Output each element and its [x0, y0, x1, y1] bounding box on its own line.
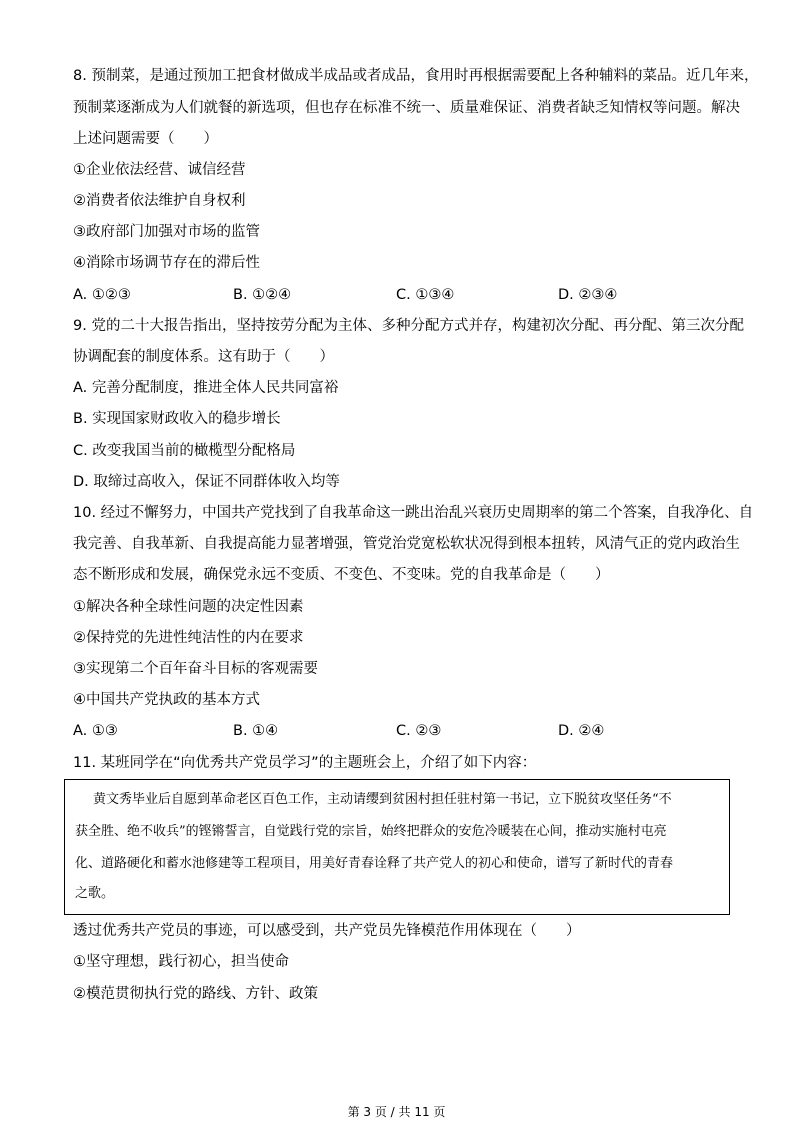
q10-option-d[interactable]: D. ②④ — [558, 723, 605, 739]
q10-item-3: ③实现第二个百年奋斗目标的客观需要 — [73, 661, 318, 677]
q10-item-2: ②保持党的先进性纯洁性的内在要求 — [73, 630, 304, 646]
q9-option-d[interactable]: D. 取缔过高收入，保证不同群体收入均等 — [73, 474, 340, 490]
q10-option-a[interactable]: A. ①③ — [73, 723, 118, 739]
q11-stem: 透过优秀共产党员的事迹，可以感受到，共产党员先锋模范作用体现在（ ） — [73, 923, 581, 939]
page-footer: 第 3 页 / 共 11 页 — [347, 1105, 446, 1119]
q8-option-c[interactable]: C. ①③④ — [396, 287, 455, 303]
q8-item-2: ②消费者依法维护自身权利 — [73, 193, 246, 209]
q8-item-3: ③政府部门加强对市场的监管 — [73, 224, 260, 240]
q8-stem-line-2: 预制菜逐渐成为人们就餐的新选项，但也存在标准不统一、质量难保证、消费者缺乏知情权等问题。解决 — [73, 100, 740, 116]
quote-line-1: 黄文秀毕业后自愿到革命老区百色工作，主动请缨到贫困村担任驻村第一书记，立下脱贫攻坚任务“不 — [93, 792, 672, 807]
q10-stem-line-3: 态不断形成和发展，确保党永远不变质、不变色、不变味。党的自我革命是（ ） — [73, 567, 610, 583]
q8-options — [73, 285, 723, 305]
q11-item-2: ②模范贯彻执行党的路线、方针、政策 — [73, 986, 318, 1002]
q8-option-d[interactable]: D. ②③④ — [558, 287, 618, 303]
quote-line-3: 化、道路硬化和蓄水池修建等工程项目，用美好青春诠释了共产党人的初心和使命，谱写了新时代的青春 — [75, 856, 674, 871]
q8-stem-line-1: 8. 预制菜，是通过预加工把食材做成半成品或者成品，食用时再根据需要配上各种辅料的菜品。近几年来， — [73, 68, 759, 84]
quote-line-4: 之歌。 — [75, 886, 115, 901]
q10-option-c[interactable]: C. ②③ — [396, 723, 442, 739]
q8-stem-line-3: 上述问题需要（ ） — [73, 131, 218, 147]
q8-item-4: ④消除市场调节存在的滞后性 — [73, 255, 260, 271]
q9-option-a[interactable]: A. 完善分配制度，推进全体人民共同富裕 — [73, 380, 339, 396]
q9-option-b[interactable]: B. 实现国家财政收入的稳步增长 — [73, 411, 281, 427]
q11-intro: 11. 某班同学在“向优秀共产党员学习”的主题班会上，介绍了如下内容： — [73, 755, 537, 771]
q9-option-c[interactable]: C. 改变我国当前的橄榄型分配格局 — [73, 443, 296, 459]
q8-item-1: ①企业依法经营、诚信经营 — [73, 162, 246, 178]
q10-stem-line-1: 10. 经过不懈努力，中国共产党找到了自我革命这一跳出治乱兴衰历史周期率的第二个答案，自我净化、自 — [73, 505, 754, 521]
q10-item-1: ①解决各种全球性问题的决定性因素 — [73, 599, 304, 615]
material-quote-box — [64, 779, 730, 915]
q10-option-b[interactable]: B. ①④ — [233, 723, 279, 739]
q10-item-4: ④中国共产党执政的基本方式 — [73, 692, 260, 708]
q8-option-b[interactable]: B. ①②④ — [233, 287, 292, 303]
quote-line-2: 获全胜、绝不收兵”的铿锵誓言，自觉践行党的宗旨，始终把群众的安危冷暖装在心间，推动实施村屯亮 — [75, 824, 667, 839]
q10-stem-line-2: 我完善、自我革新、自我提高能力显著增强，管党治党宽松软状况得到根本扭转，风清气正的党内政治生 — [73, 536, 740, 552]
q8-option-a[interactable]: A. ①②③ — [73, 287, 131, 303]
q9-stem-line-2: 协调配套的制度体系。这有助于（ ） — [73, 349, 334, 365]
q10-options — [73, 721, 723, 741]
q9-stem-line-1: 9. 党的二十大报告指出，坚持按劳分配为主体、多种分配方式并存，构建初次分配、再分配、第三次分配 — [73, 318, 744, 334]
q11-item-1: ①坚守理想，践行初心，担当使命 — [73, 954, 289, 970]
